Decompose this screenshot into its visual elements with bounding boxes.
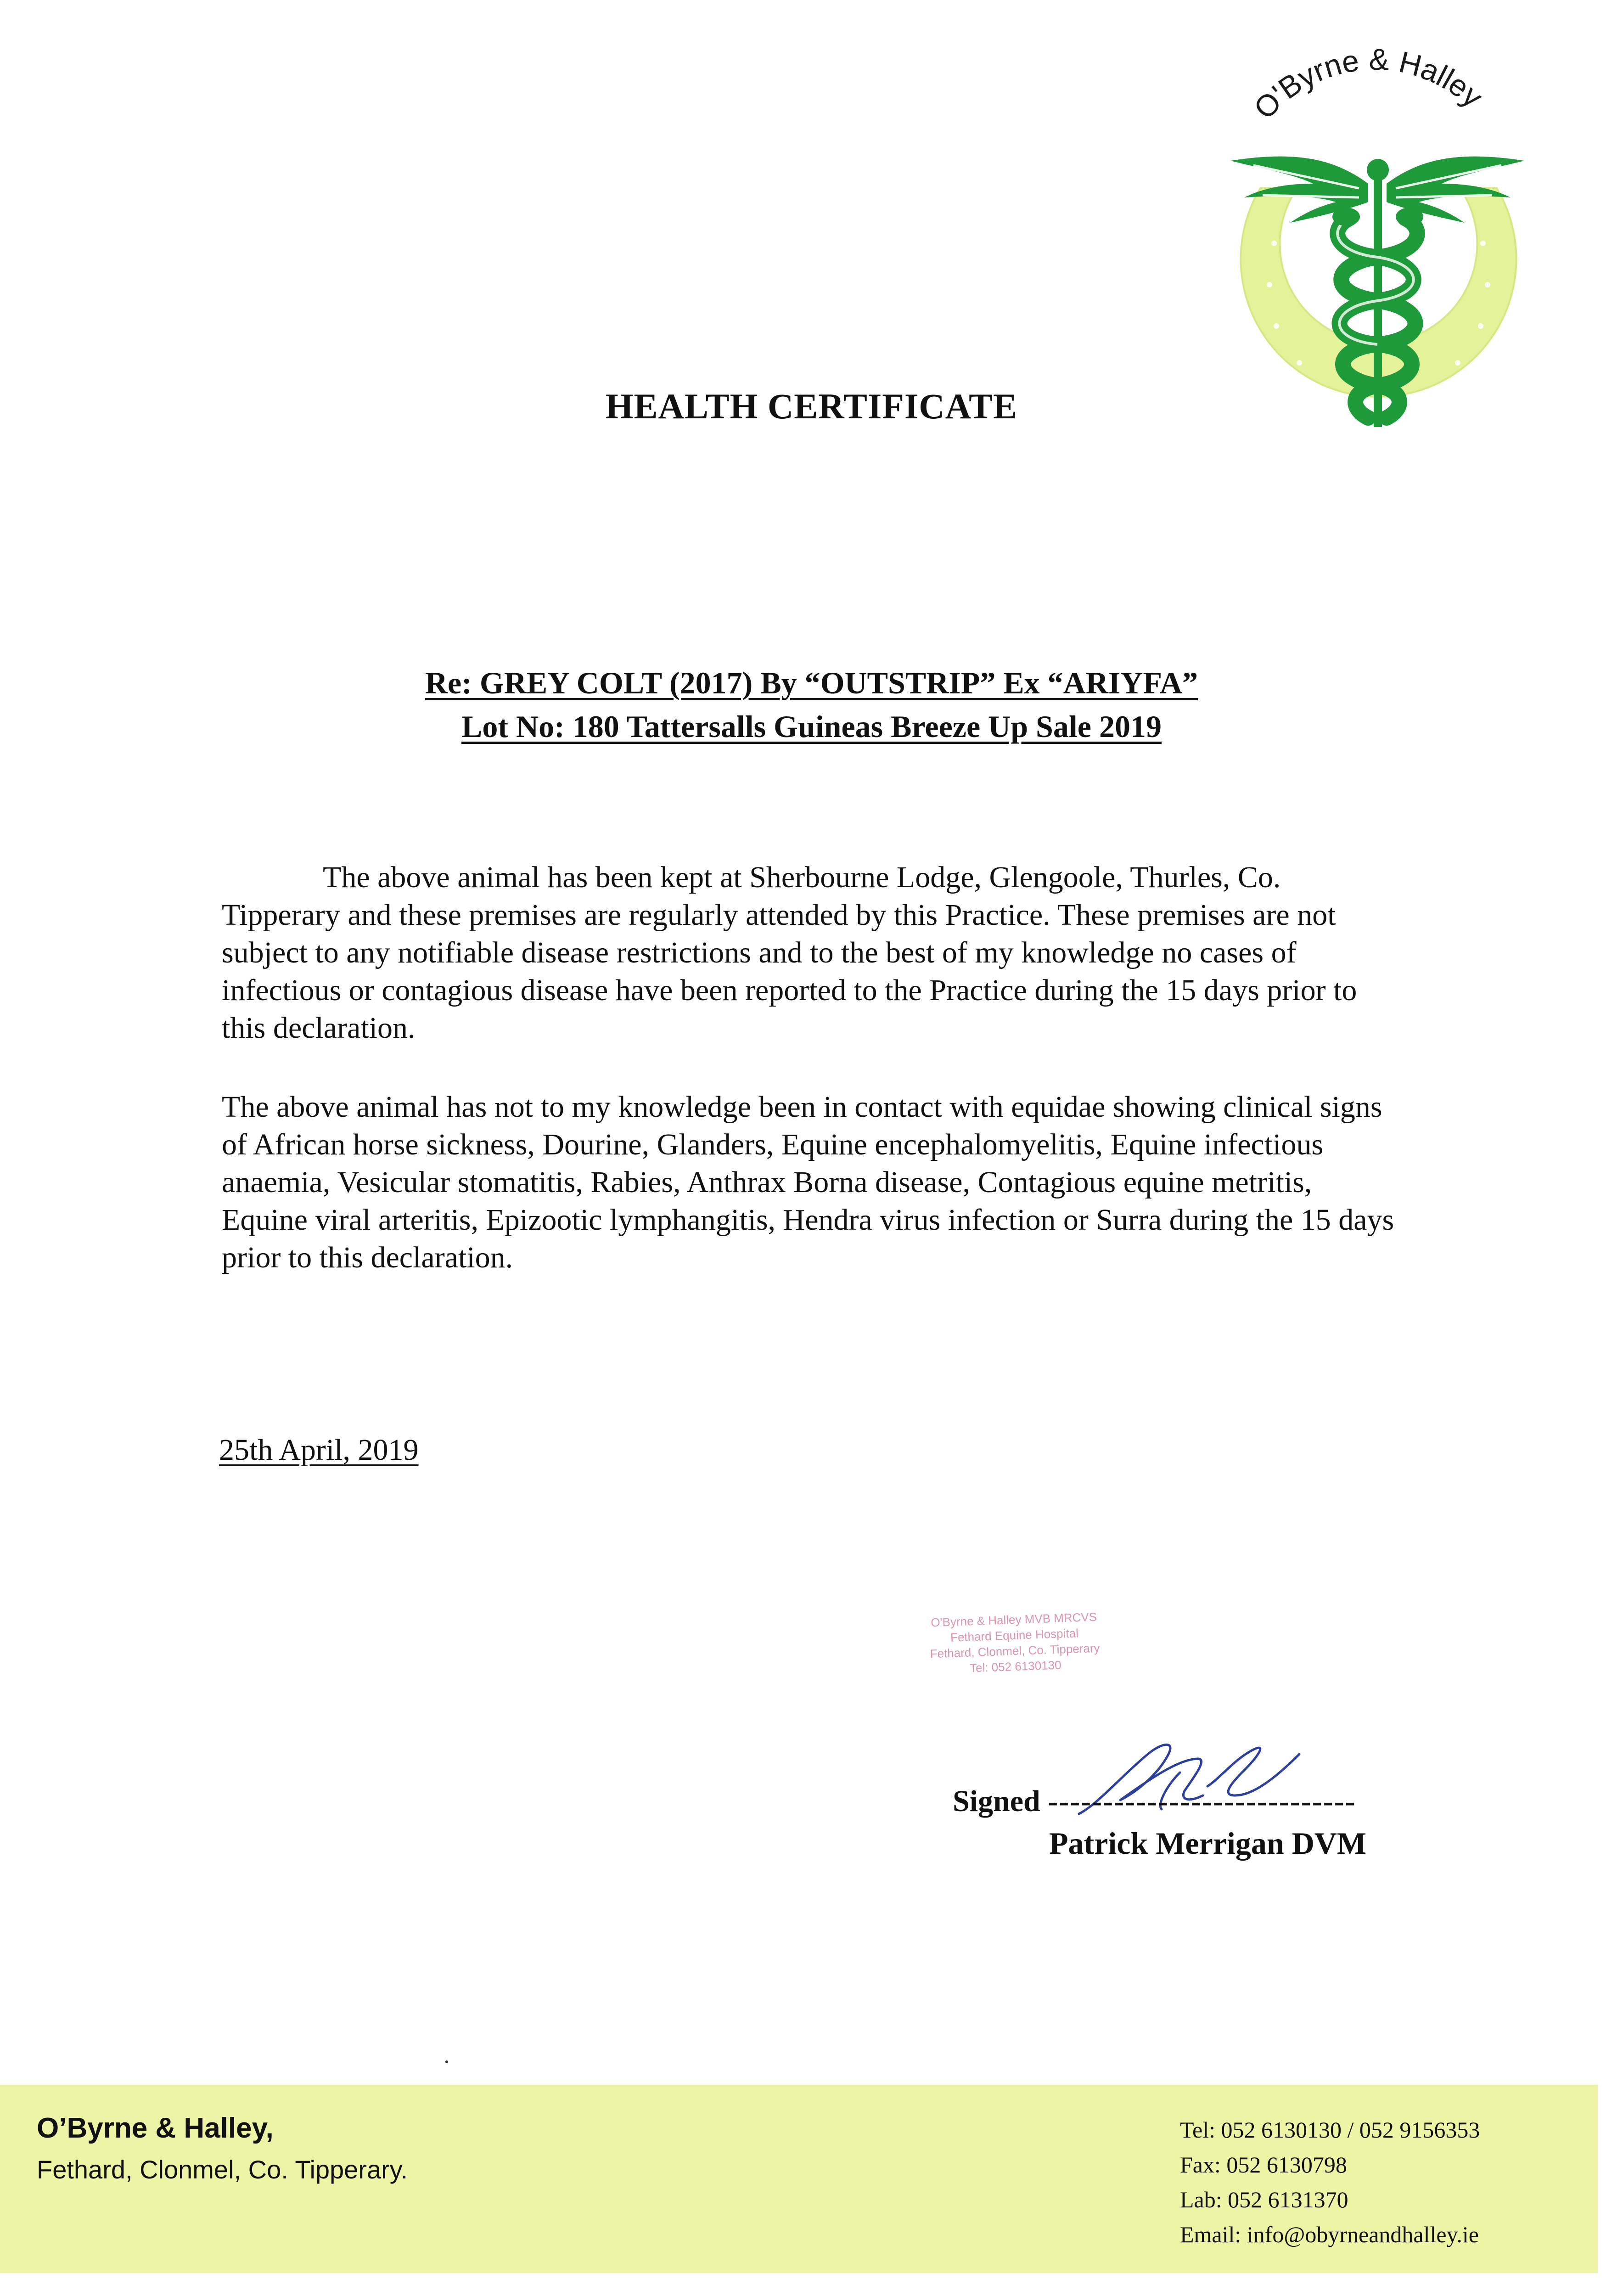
footer-contact-block	[1180, 2112, 1480, 2252]
letterhead-footer	[0, 2085, 1598, 2273]
body-paragraph-premises: The above animal has been kept at Sherbourne Lodge, Glengoole, Thurles, Co. Tipperary and these premises are regularly attended by this Practice. These premises are not subject to any notifiable disease restrictions and to the best of my knowledge no cases of infectious or contagious disease have been reported to the Practice during the 15 days prior to this declaration.	[222, 861, 1357, 1045]
svg-text:O'Byrne & Halley	[1247, 42, 1489, 125]
stamp-line-4: Tel: 052 6130130	[969, 1658, 1061, 1675]
footer-address: Fethard, Clonmel, Co. Tipperary.	[37, 2155, 408, 2184]
certificate-date	[219, 1433, 419, 1468]
body-paragraph-contact: The above animal has not to my knowledge been in contact with equidae showing clinical signs of African horse sickness, Dourine, Glanders, Equine encephalomyelitis, Equine infectious anaemia, Vesicular stomatitis, Rabies, Anthrax Borna disease, Contagious equine metritis, Equine viral arteritis, Epizootic lymphangitis, Hendra virus infection or Surra during the 15 days prior to this declaration.	[222, 1090, 1394, 1274]
subject-line-horse: Re: GREY COLT (2017) By “OUTSTRIP” Ex “ARIYFA”	[425, 665, 1198, 700]
logo-text: O'Byrne & Halley	[1247, 42, 1490, 125]
signer-name: Patrick Merrigan DVM	[1049, 1826, 1367, 1861]
footer-lab: Lab: 052 6131370	[1180, 2187, 1348, 2212]
footer-email: Email: info@obyrneandhalley.ie	[1180, 2222, 1479, 2247]
footer-firm-name: O’Byrne & Halley,	[37, 2112, 274, 2144]
stamp-line-2: Fethard Equine Hospital	[950, 1626, 1079, 1644]
subject-line-lot: Lot No: 180 Tattersalls Guineas Breeze Up Sale 2019	[461, 709, 1162, 744]
stamp-line-3: Fethard, Clonmel, Co. Tipperary	[930, 1641, 1100, 1661]
subject-block	[0, 661, 1623, 748]
stray-mark	[445, 2060, 448, 2063]
footer-firm-block	[37, 2108, 408, 2190]
signed-line	[953, 1784, 1356, 1819]
signature-dash-line: ----------------------------	[1048, 1784, 1356, 1818]
practice-stamp	[894, 1608, 1135, 1678]
page-title: HEALTH CERTIFICATE	[605, 386, 1018, 426]
date-text: 25th April, 2019	[219, 1433, 419, 1467]
footer-fax: Fax: 052 6130798	[1180, 2152, 1347, 2178]
signed-label: Signed	[953, 1784, 1040, 1818]
stamp-line-1: O'Byrne & Halley MVB MRCVS	[930, 1609, 1097, 1630]
footer-tel: Tel: 052 6130130 / 052 9156353	[1180, 2117, 1480, 2143]
